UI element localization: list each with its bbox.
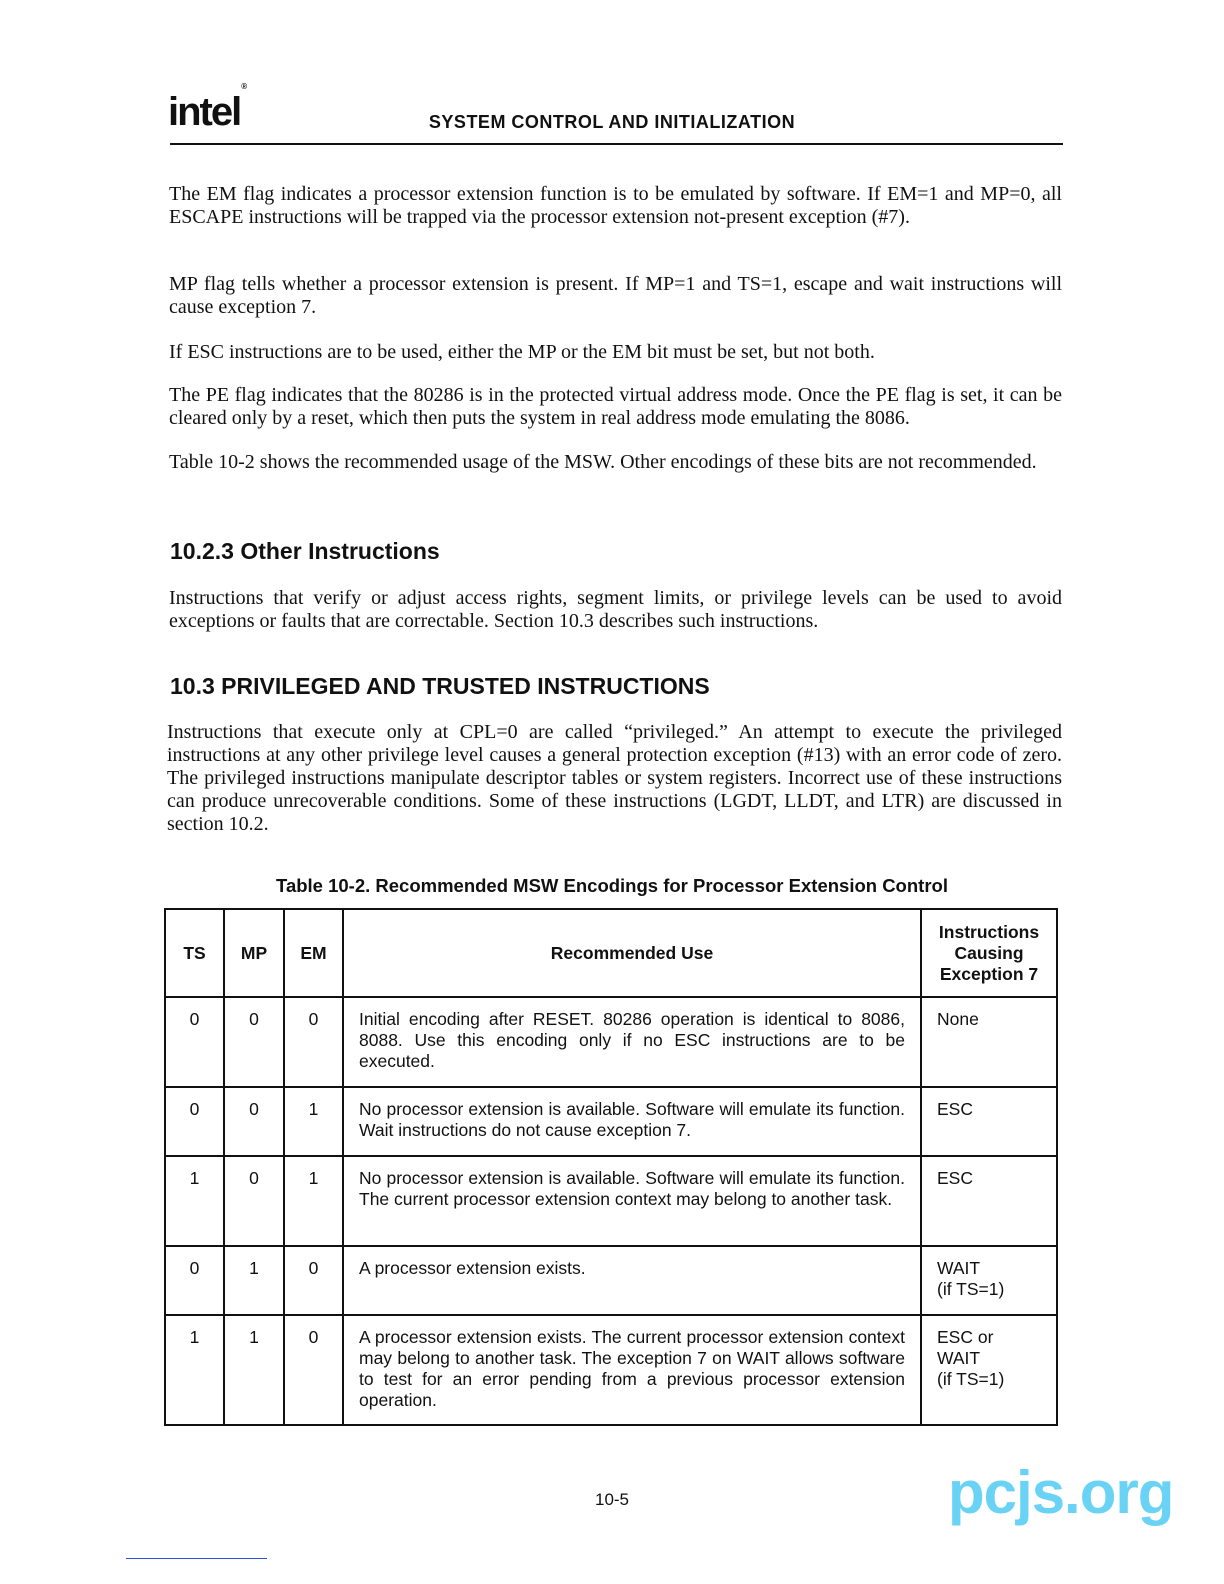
cell-recommended-use: Initial encoding after RESET. 80286 operation is identical to 8086, 8088. Use this encoding only if no ESC instructions are to be executed. (343, 997, 921, 1087)
column-header-exception: Instructions Causing Exception 7 (921, 909, 1057, 997)
paragraph-pe-flag: The PE flag indicates that the 80286 is in the protected virtual address mode. Once the PE flag is set, it can be cleared only by a reset, which then puts the system in real address mode emulating the 8086. (169, 384, 1062, 429)
cell-exception: WAIT (if TS=1) (921, 1246, 1057, 1315)
table-row (165, 1246, 1057, 1315)
column-header-recommended-use: Recommended Use (343, 909, 921, 997)
table-row (165, 1087, 1057, 1156)
paragraph-privileged: Instructions that execute only at CPL=0 are called “privileged.” An attempt to execute the privileged instructions at any other privilege level causes a general protection exception (#13) with an error code of zero. The privileged instructions manipulate descriptor tables or system registers. Incorrect use of these instructions can produce unrecoverable conditions. Some of these instructions (LGDT, LLDT, and LTR) are discussed in section 10.2. (167, 721, 1062, 835)
paragraph-em-flag: The EM flag indicates a processor extension function is to be emulated by software. If EM=1 and MP=0, all ESCAPE instructions will be trapped via the processor extension not-present exception (#7). (169, 183, 1062, 228)
cell-mp: 1 (224, 1246, 284, 1315)
footer-rule (126, 1558, 267, 1559)
cell-exception: ESC (921, 1156, 1057, 1246)
paragraph-mp-flag: MP flag tells whether a processor extension is present. If MP=1 and TS=1, escape and wait instructions will cause exception 7. (169, 273, 1062, 318)
table-header-row (165, 909, 1057, 997)
table-row (165, 997, 1057, 1087)
cell-recommended-use: No processor extension is available. Software will emulate its function. The current processor extension context may belong to another task. (343, 1156, 921, 1246)
cell-ts: 0 (165, 1087, 224, 1156)
table-caption: Table 10-2. Recommended MSW Encodings for Processor Extension Control (276, 875, 948, 896)
section-heading-privileged: 10.3 PRIVILEGED AND TRUSTED INSTRUCTIONS (170, 673, 710, 699)
table-row (165, 1315, 1057, 1425)
cell-ts: 0 (165, 1246, 224, 1315)
cell-mp: 0 (224, 997, 284, 1087)
column-header-em: EM (284, 909, 343, 997)
cell-mp: 1 (224, 1315, 284, 1425)
cell-exception: ESC or WAIT (if TS=1) (921, 1315, 1057, 1425)
column-header-mp: MP (224, 909, 284, 997)
cell-recommended-use: A processor extension exists. (343, 1246, 921, 1315)
cell-exception: ESC (921, 1087, 1057, 1156)
cell-ts: 1 (165, 1156, 224, 1246)
section-heading-other-instructions: 10.2.3 Other Instructions (170, 538, 440, 564)
paragraph-other-instructions: Instructions that verify or adjust access rights, segment limits, or privilege levels can be used to avoid exceptions or faults that are correctable. Section 10.3 describes such instructions. (169, 587, 1062, 632)
cell-mp: 0 (224, 1087, 284, 1156)
cell-recommended-use: A processor extension exists. The current processor extension context may belong to another task. The exception 7 on WAIT allows software to test for an error pending from a previous processor extension operation. (343, 1315, 921, 1425)
cell-em: 0 (284, 1315, 343, 1425)
table-row (165, 1156, 1057, 1246)
cell-em: 0 (284, 997, 343, 1087)
cell-em: 1 (284, 1087, 343, 1156)
cell-mp: 0 (224, 1156, 284, 1246)
cell-em: 1 (284, 1156, 343, 1246)
running-title: SYSTEM CONTROL AND INITIALIZATION (428, 112, 796, 132)
page-number: 10-5 (594, 1490, 630, 1509)
cell-em: 0 (284, 1246, 343, 1315)
cell-exception: None (921, 997, 1057, 1087)
header-rule (170, 143, 1063, 145)
paragraph-table-ref: Table 10-2 shows the recommended usage of the MSW. Other encodings of these bits are not recommended. (169, 451, 1037, 473)
cell-ts: 1 (165, 1315, 224, 1425)
logo-registered-mark: ® (241, 81, 246, 91)
cell-ts: 0 (165, 997, 224, 1087)
logo-text: intel (168, 90, 241, 134)
column-header-ts: TS (165, 909, 224, 997)
paragraph-esc-usage: If ESC instructions are to be used, either the MP or the EM bit must be set, but not both. (169, 341, 875, 363)
pcjs-watermark: pcjs.org (948, 1459, 1174, 1526)
cell-recommended-use: No processor extension is available. Software will emulate its function. Wait instructions do not cause exception 7. (343, 1087, 921, 1156)
msw-encoding-table (164, 908, 1058, 1426)
